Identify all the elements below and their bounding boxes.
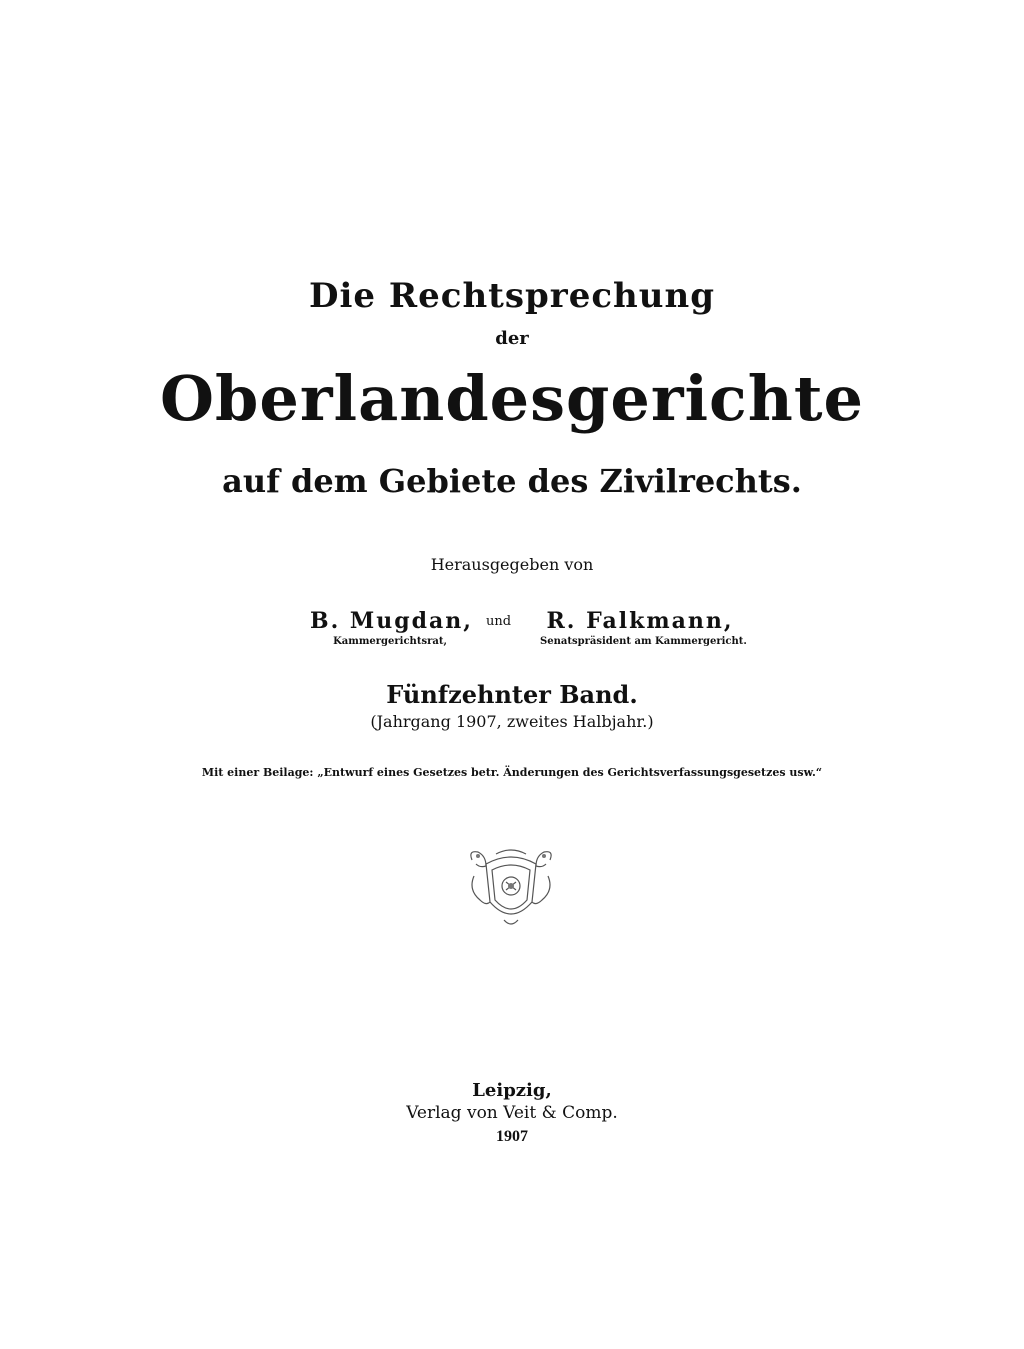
- editor-name: R. Falkmann,: [546, 608, 734, 634]
- title-line-4: auf dem Gebiete des Zivilrechts.: [222, 462, 802, 500]
- editors-intro: Herausgegeben von: [430, 555, 594, 574]
- editor-role: Kammergerichtsrat,: [333, 636, 447, 647]
- editor-role: Senatspräsident am Kammergericht.: [540, 636, 747, 647]
- imprint-publisher: Verlag von Veit & Comp.: [406, 1103, 618, 1123]
- imprint-place: Leipzig,: [472, 1080, 552, 1101]
- imprint-year: 1907: [496, 1128, 528, 1145]
- title-line-2: der: [495, 328, 529, 349]
- volume-year: (Jahrgang 1907, zweites Halbjahr.): [370, 712, 654, 731]
- title-line-1: Die Rechtsprechung: [309, 276, 715, 316]
- printer-mark-icon: [466, 846, 556, 930]
- editor-mugdan: [310, 608, 473, 647]
- editor-name: B. Mugdan,: [310, 608, 473, 634]
- editor-falkmann: [540, 608, 747, 647]
- supplement-note: Mit einer Beilage: „Entwurf eines Gesetzes betr. Änderungen des Gerichtsverfassungsgesetzes usw.“: [201, 766, 823, 779]
- volume-label: Fünfzehnter Band.: [386, 680, 638, 709]
- editors-and: und: [486, 614, 512, 629]
- main-title: Oberlandesgerichte: [160, 362, 864, 435]
